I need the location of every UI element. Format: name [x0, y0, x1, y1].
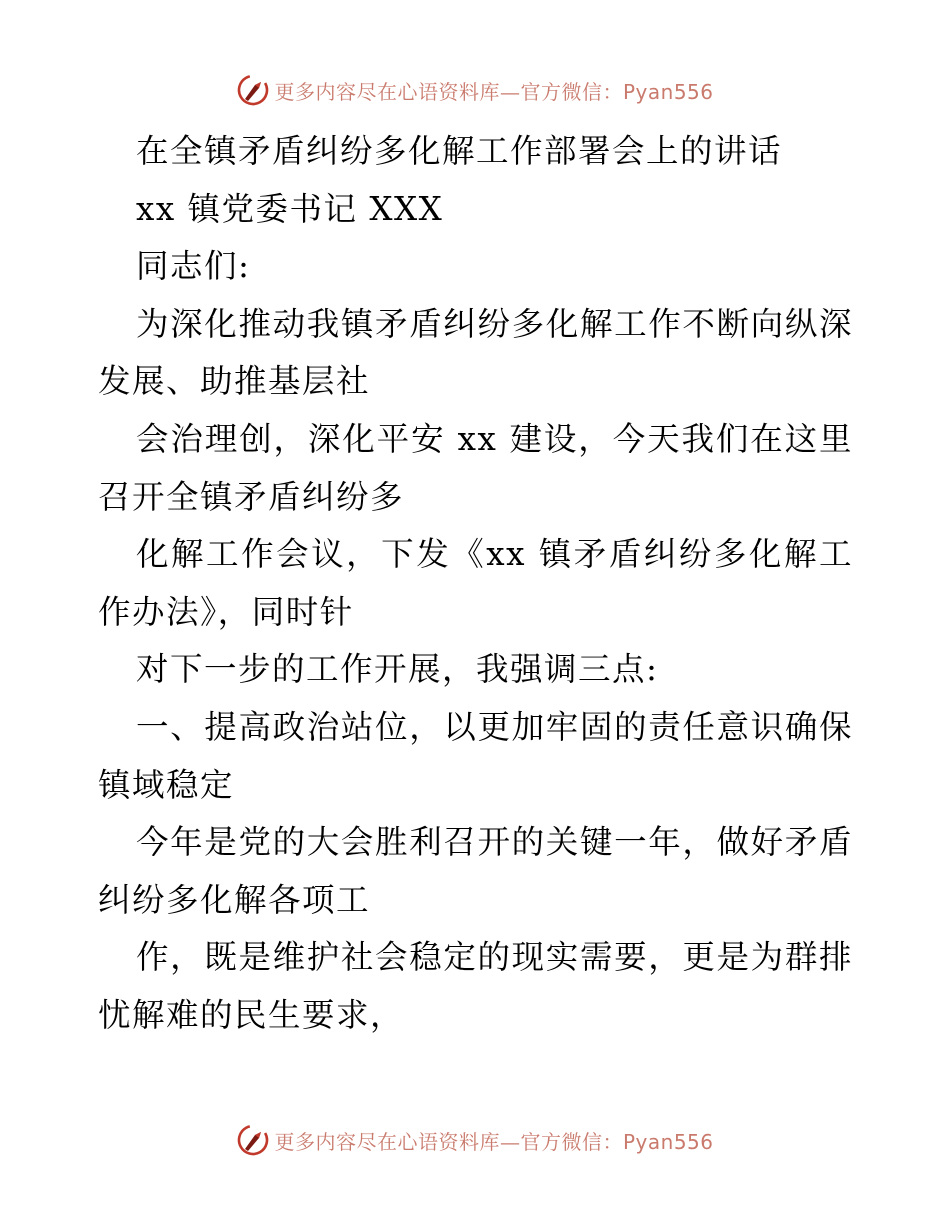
- doc-paragraph: 对下一步的工作开展，我强调三点:: [136, 650, 659, 689]
- doc-author: xx 镇党委书记 XXX: [136, 189, 444, 228]
- document-body: [98, 123, 853, 1045]
- doc-paragraph: 作，既是维护社会稳定的现实需要，更是为群排忧解难的民生要求，: [98, 938, 853, 1034]
- watermark-text: 更多内容尽在心语资料库—官方微信：Pyan556: [274, 79, 714, 104]
- watermark-text: 更多内容尽在心语资料库—官方微信：Pyan556: [274, 1129, 714, 1154]
- doc-title: 在全镇矛盾纠纷多化解工作部署会上的讲话: [136, 132, 783, 170]
- header-watermark: [0, 70, 950, 110]
- pen-nib-logo-icon: [236, 73, 270, 107]
- watermark-group: [236, 73, 713, 107]
- pen-nib-logo-icon: [236, 1123, 270, 1157]
- doc-salutation: 同志们:: [136, 247, 251, 286]
- footer-watermark: [0, 1120, 950, 1160]
- doc-section-heading: 一、提高政治站位，以更加牢固的责任意识确保镇域稳定: [98, 707, 853, 804]
- doc-paragraph: 为深化推动我镇矛盾纠纷多化解工作不断向纵深发展、助推基层社: [98, 304, 853, 401]
- watermark-group: [236, 1123, 713, 1157]
- doc-paragraph: 今年是党的大会胜利召开的关键一年，做好矛盾纠纷多化解各项工: [98, 823, 853, 919]
- doc-paragraph: 化解工作会议，下发《xx 镇矛盾纠纷多化解工作办法》，同时针: [98, 535, 853, 631]
- doc-paragraph: 会治理创，深化平安 xx 建设，今天我们在这里召开全镇矛盾纠纷多: [98, 419, 853, 516]
